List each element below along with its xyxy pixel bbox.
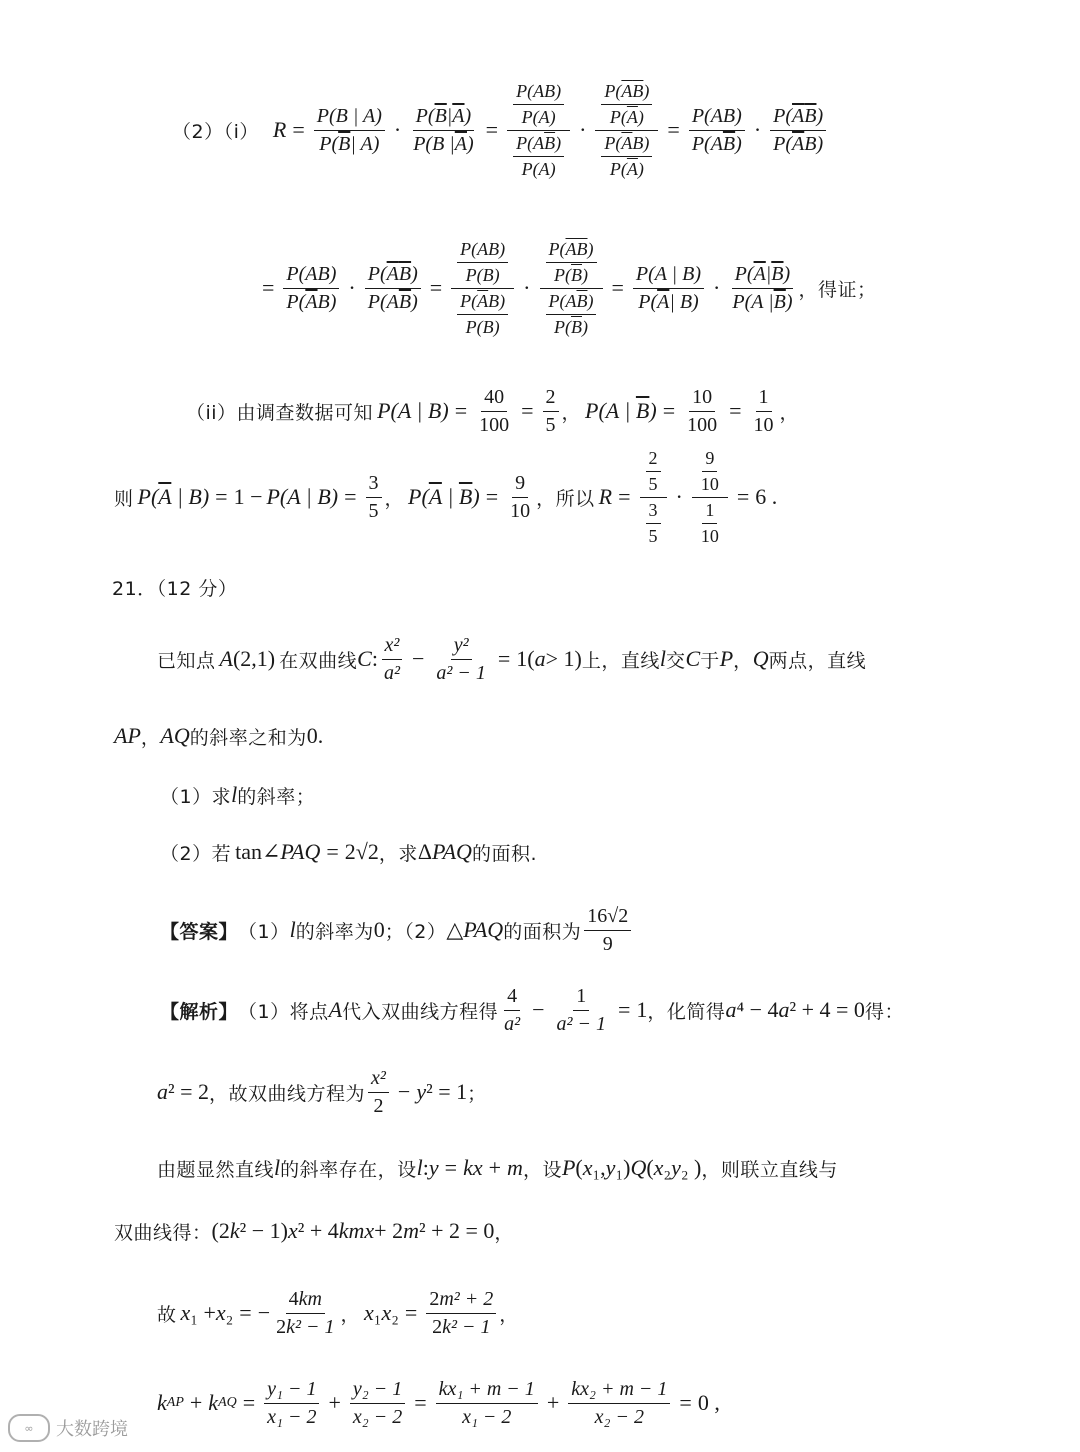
analysis-line1: 【解析】 （1）将点 A 代入双曲线方程得 $\frac{4}{\text{a²}}$ − $\frac{1}{\text{a² − 1}}$ = 1 ，化简得 a ⁴ − 4 a ² + 4 = 0 得： [160, 984, 904, 1035]
q21-part1: （1）求 l 的斜率； [160, 782, 316, 808]
watermark-text: 大数跨境 [56, 1419, 128, 1440]
analysis-line4: 双曲线得： (2 k ² − 1) x ² + 4 kmx + 2 m ² + 2 = 0 ， [114, 1218, 514, 1244]
part2ii-label: （ii）由调查数据可知 [186, 401, 374, 424]
proved-text: ，得证； [798, 278, 877, 301]
part2i-label: （2）（i） [172, 120, 259, 143]
q21-part2: （2）若 tan∠ PAQ = 2√2 ，求 Δ PAQ 的面积. [160, 839, 537, 865]
math: R [272, 117, 287, 142]
q21-stem-line2: AP ， AQ 的斜率之和为 0. [114, 723, 324, 749]
analysis-line3: 由题显然直线 l 的斜率存在，设 l : y = kx + m ，设 P ( x ₁, y ₁) Q ( x ₂ y ₂ ) ，则联立直线与 [157, 1155, 838, 1181]
watermark [8, 1414, 128, 1442]
analysis-line2: a ² = 2 ，故双曲线方程为 $\frac{\text{x²}}{2}$ − y ² = 1 ； [157, 1066, 487, 1117]
part2ii-line: （ii）由调查数据可知 P(A | B) = $\frac{40}{100}$ = $\frac{2}{5}$ ， P(A | $\overline{B}$) = $\frac{10}{100}$ = $\frac{1}{10}$ ， [186, 385, 800, 436]
part2i-line1: （2）（i） R = P(B | A) P( $\overline{B}$ | A) · P( $\overline{B}$ | $\overline{A}$ ) P(B | $\overline{A}$ ) = $\frac{P(AB)}{P(A)}$ P(A $\overline{B}$ ) P(A) · P( $\overline{A}$ $\overline{B}$ ) P( $\overline{A}$ ) P( $\overline{A}$ B) P( $\overline{A}$ ) = P(AB) P(A $\overline{B}$ ) · P( $\overline{A}$ $\overline{B}$ ) P( $\overline{A}$ B) [172, 70, 829, 190]
analysis-line6: k AP + k AQ = $\frac{\text{y₁ − 1}}{\text{x₁ − 2}}$ + $\frac{\text{y₂ − 1}}{\text{x₂ − 2}}$ = $\frac{\text{kx₁ + m − 1}}{\text{x₁ − 2}}$ + $\frac{\text{kx₂ + m − 1}}{\text{x₂ − 2}}$ = 0 , [157, 1377, 720, 1428]
q21-stem-line1: 已知点 A (2,1) 在双曲线 C : $\frac{\text{x²}}{\text{a²}}$ − $\frac{\text{y²}}{\text{a² − 1}}$ = 1( a > 1) 上，直线 l 交 C 于 P ， Q 两点，直线 [157, 633, 867, 684]
q21-header: 21．（12 分） [112, 577, 238, 600]
analysis-line5: 故 x ₁ + x ₂ = − 4 km 2 k² − 1 ， x ₁ x ₂ = 2 m² + 2 2 k² − 1 ， [157, 1287, 519, 1338]
part2i-line2: = P(AB) P( $\overline{A}$ B) · P( $\overline{A}$ $\overline{B}$ ) P(A $\overline{B}$ ) = $\frac{P(AB)}{P(B)}$ P( $\overline{A}$ B) P(B) · P( $\overline{A}$ $\overline{B}$ ) P( $\overline{B}$ ) P(A $\overline{B}$ ) P( $\overline{B}$ ) = P(A | B) P( $\overline{A}$ | B) · P( $\overline{A}$ | $\overline{B}$ ) P(A | $\overline{B}$ ) ，得证； [262, 238, 877, 337]
then-line: 则 $P(\overline{A}$ | B) = 1 − P(A | B) = $\frac{3}{5}$ ， $P(\overline{A}$ | $\overline{B}$) = $\frac{9}{10}$ ，所以 R = $\frac{\frac{2}{5}}{\frac{3}{5}}$ · $\frac{\frac{9}{10}}{\frac{1}{10}}$ = 6 . [114, 447, 778, 546]
answer-line: 【答案】 （1） l 的斜率为 0 ；（2） △ PAQ 的面积为 $\frac{16√2}{9}$ [160, 900, 634, 960]
watermark-logo-icon: ∞ [8, 1414, 50, 1442]
